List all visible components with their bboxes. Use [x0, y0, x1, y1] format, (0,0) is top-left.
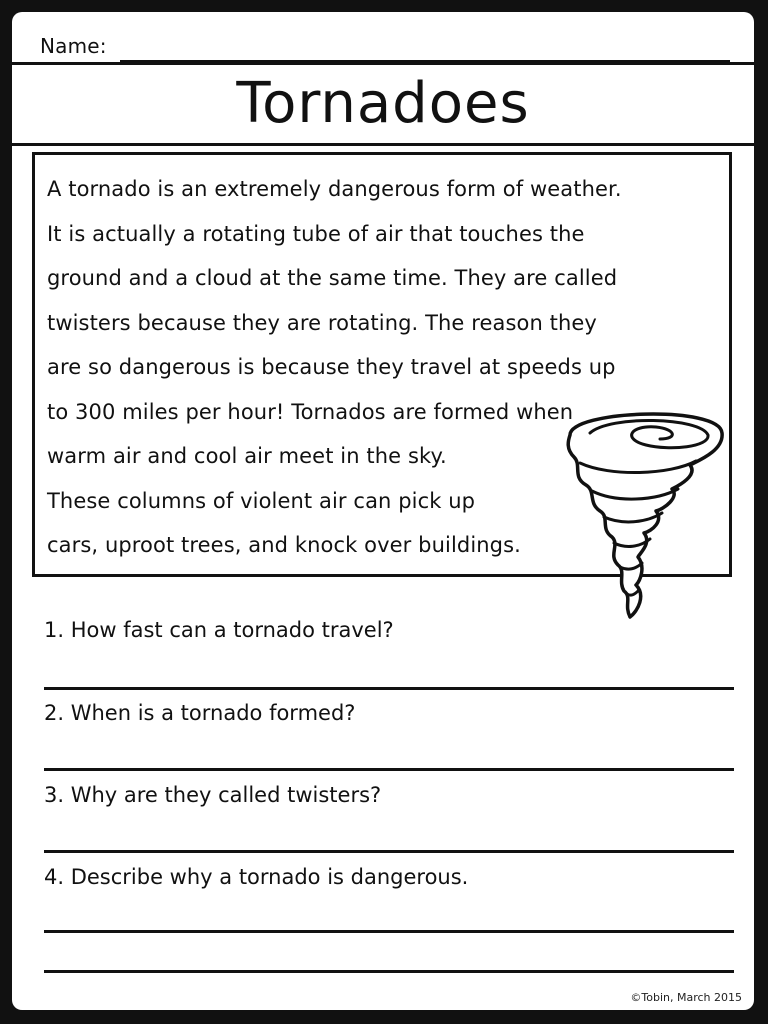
name-row — [40, 24, 730, 64]
question-text: 4. Describe why a tornado is dangerous. — [44, 865, 469, 889]
passage-line: It is actually a rotating tube of air that touches the — [47, 221, 585, 246]
tornado-icon — [560, 405, 730, 625]
question-2 — [44, 698, 734, 778]
passage-line: warm air and cool air meet in the sky. — [47, 444, 447, 468]
copyright-note: ©Tobin, March 2015 — [630, 991, 742, 1004]
worksheet-frame — [12, 12, 754, 1010]
passage-line: cars, uproot trees, and knock over buildings. — [47, 533, 521, 557]
page-title: Tornadoes — [236, 71, 530, 136]
passage-line: ground and a cloud at the same time. They are called — [47, 266, 618, 290]
question-text: 2. When is a tornado formed? — [44, 701, 356, 725]
answer-line[interactable] — [44, 687, 734, 690]
passage-line: A tornado is an extremely dangerous form of weather. — [47, 177, 622, 201]
answer-line[interactable] — [44, 768, 734, 771]
passage-line: These columns of violent air can pick up — [47, 488, 476, 513]
passage-line: to 300 miles per hour! Tornados are formed when — [47, 399, 574, 424]
passage-line: twisters because they are rotating. The reason they — [47, 310, 597, 335]
question-3 — [44, 780, 734, 860]
question-1 — [44, 615, 734, 695]
question-4 — [44, 862, 734, 982]
answer-line[interactable] — [44, 850, 734, 853]
passage-line: are so dangerous is because they travel at speeds up — [47, 355, 616, 379]
title-band — [12, 62, 754, 146]
answer-line[interactable] — [44, 930, 734, 933]
name-label: Name: — [40, 34, 107, 58]
question-text: 3. Why are they called twisters? — [44, 783, 382, 807]
answer-line[interactable] — [44, 970, 734, 973]
question-text: 1. How fast can a tornado travel? — [44, 618, 394, 642]
